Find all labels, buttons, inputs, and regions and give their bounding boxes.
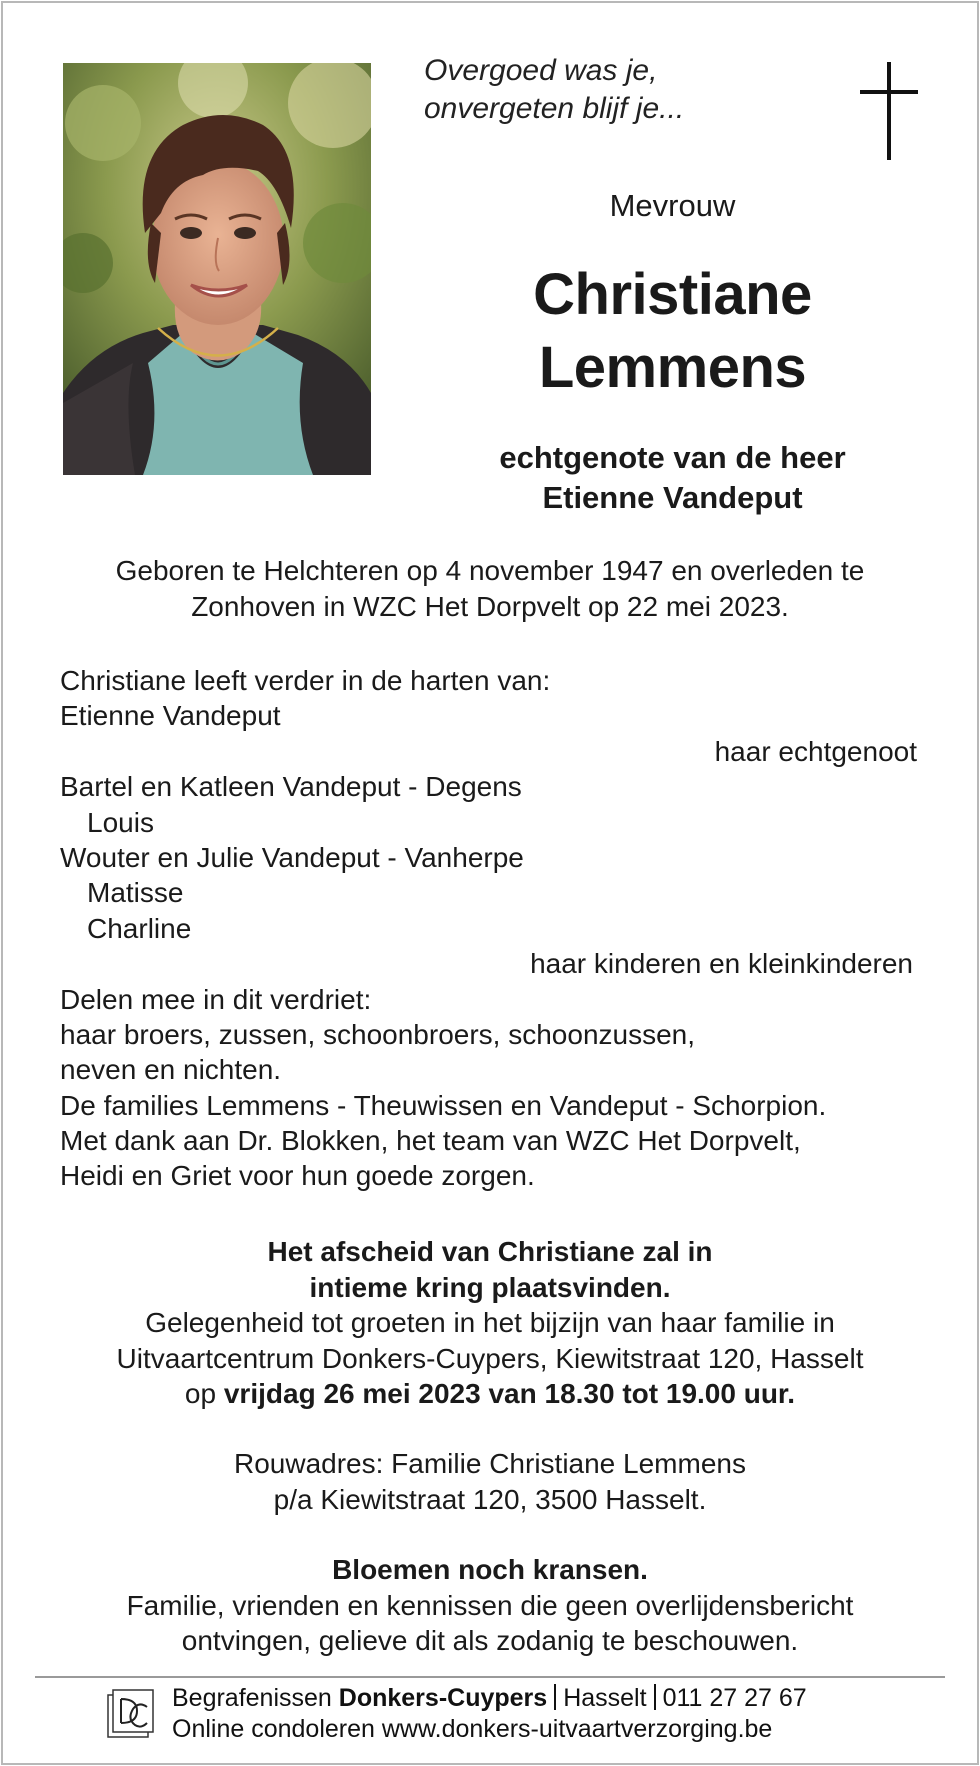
flowers-line-1: Familie, vrienden en kennissen die geen overlijdensbericht xyxy=(126,1589,854,1621)
quote-line-1: Overgoed was je, xyxy=(424,54,658,87)
spouse-name: Etienne Vandeput xyxy=(60,700,281,732)
family-2: Wouter en Julie Vandeput - Vanherpe xyxy=(60,841,524,873)
funeral-home-info xyxy=(172,1683,807,1745)
footer-line-2 xyxy=(172,1714,807,1745)
footer-website-link[interactable]: www.donkers-uitvaartverzorging.be xyxy=(381,1715,773,1743)
spouse-role: haar echtgenoot xyxy=(714,735,917,767)
footer-separator xyxy=(654,1684,656,1710)
family-1: Bartel en Katleen Vandeput - Degens xyxy=(60,771,522,803)
sharing-line-3: neven en nichten. xyxy=(60,1054,282,1086)
portrait-image xyxy=(63,63,371,475)
spouse-info xyxy=(400,438,945,518)
footer-separator xyxy=(554,1684,556,1710)
farewell-bold-1: Het afscheid van Christiane zal in xyxy=(267,1236,713,1267)
footer-phone[interactable]: 011 27 27 67 xyxy=(662,1684,807,1712)
funeral-home-logo-icon xyxy=(107,1689,155,1739)
footer-online-label: Online condoleren xyxy=(172,1715,375,1743)
sharing-line-2: haar broers, zussen, schoonbroers, schoonzussen, xyxy=(60,1018,696,1050)
grandchild-1: Louis xyxy=(87,806,154,838)
farewell-bold-2: intieme kring plaatsvinden. xyxy=(309,1271,671,1303)
mourning-line-1: Rouwadres: Familie Christiane Lemmens xyxy=(234,1448,746,1479)
grandchild-2: Matisse xyxy=(87,877,184,909)
spouse-line-1: echtgenote van de heer xyxy=(499,440,846,475)
sharing-line-5: Met dank aan Dr. Blokken, het team van WZC Het Dorpvelt, xyxy=(60,1125,801,1157)
farewell-line-4: Uitvaartcentrum Donkers-Cuypers, Kiewitstraat 120, Hasselt xyxy=(116,1342,864,1374)
honorific: Mevrouw xyxy=(609,188,736,223)
farewell-line-3: Gelegenheid tot groeten in het bijzijn van haar familie in xyxy=(145,1307,835,1338)
children-role: haar kinderen en kleinkinderen xyxy=(530,948,913,980)
sharing-line-4: De families Lemmens - Theuwissen en Vandeput - Schorpion. xyxy=(60,1089,827,1121)
deceased-name xyxy=(400,258,945,404)
footer-company: Donkers-Cuypers xyxy=(338,1684,548,1712)
footer-divider xyxy=(35,1676,945,1678)
spouse-line-2: Etienne Vandeput xyxy=(542,480,803,515)
flowers-heading: Bloemen noch kransen. xyxy=(332,1554,648,1585)
birth-line-1: Geboren te Helchteren op 4 november 1947 en overleden te xyxy=(115,555,865,586)
flowers-line-2: ontvingen, gelieve dit als zodanig te beschouwen. xyxy=(181,1625,799,1656)
farewell-date-prefix: op xyxy=(184,1378,217,1409)
farewell-line-5 xyxy=(40,1376,940,1412)
flowers-notice xyxy=(40,1552,940,1659)
footer-prefix: Begrafenissen xyxy=(172,1684,332,1712)
grandchild-3: Charline xyxy=(87,912,192,944)
mourning-address xyxy=(40,1446,940,1517)
survivors-list xyxy=(60,663,920,1194)
birth-death-info xyxy=(40,553,940,625)
quote-line-2: onvergeten blijf je... xyxy=(424,92,685,125)
farewell-date: vrijdag 26 mei 2023 van 18.30 tot 19.00 uur. xyxy=(223,1378,796,1409)
cross-icon xyxy=(860,62,918,160)
memorial-quote xyxy=(424,52,684,128)
survivors-intro: Christiane leeft verder in de harten van: xyxy=(60,665,551,696)
birth-line-2: Zonhoven in WZC Het Dorpvelt op 22 mei 2023. xyxy=(191,591,789,622)
footer-line-1 xyxy=(172,1683,807,1714)
last-name: Lemmens xyxy=(538,335,807,400)
first-name: Christiane xyxy=(533,262,812,327)
sharing-line-1: Delen mee in dit verdriet: xyxy=(60,983,372,1015)
footer-city: Hasselt xyxy=(563,1684,647,1712)
mourning-line-2: p/a Kiewitstraat 120, 3500 Hasselt. xyxy=(273,1483,707,1515)
farewell-section xyxy=(40,1234,940,1412)
portrait-photo xyxy=(63,63,371,475)
sharing-line-6: Heidi en Griet voor hun goede zorgen. xyxy=(60,1160,535,1192)
